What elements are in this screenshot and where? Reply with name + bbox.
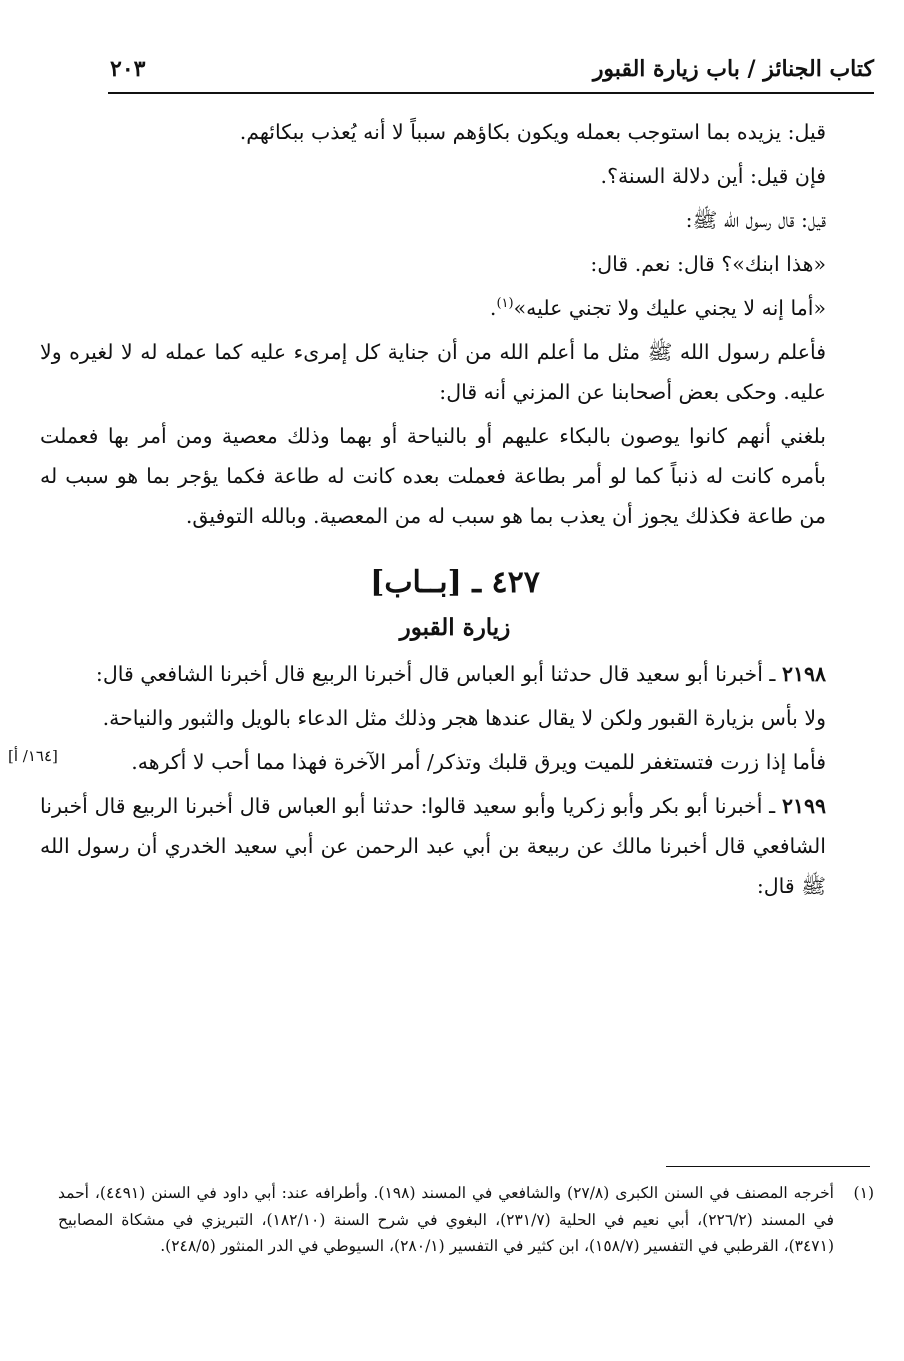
hadith-text: ـ أخبرنا أبو بكر وأبو زكريا وأبو سعيد قالوا: حدثنا أبو العباس قال أخبرنا الربيع قال أخبرنا الشافعي قال أخبرنا مالك عن ربيعة بن أبي عبد الرحمن عن أبي سعيد الخدري أن رسول الله ﷺ قال: — [40, 794, 826, 898]
paragraph: بلغني أنهم كانوا يوصون بالبكاء عليهم أو بالنياحة أو بهما وذلك معصية ومن أمر بها فعملت بأمره كانت له ذنباً كما لو أمر بطاعة فعملت بعده كانت له طاعة فكما يؤجر بما هو سبب له من طاعة فكذلك يجوز أن يعذب بما هو سبب له من المعصية. وبالله التوفيق. — [40, 424, 826, 528]
paragraph: فإن قيل: أين دلالة السنة؟. — [600, 164, 826, 188]
paragraph — [8, 742, 870, 782]
page-header — [108, 52, 874, 94]
paragraph-text: فأما إذا زرت فتستغفر للميت ويرق قلبك وتذكر/ أمر الآخرة فهذا مما أحب لا أكرهه. — [131, 750, 826, 774]
main-text — [8, 112, 870, 910]
margin-note: [١٦٤/ أ] — [8, 747, 58, 765]
footnote-reference: (١) — [496, 296, 514, 312]
paragraph: «هذا ابنك»؟ قال: نعم. قال: — [590, 252, 826, 276]
quoted-hadith: «أما إنه لا يجني عليك ولا تجني عليه» — [513, 296, 826, 320]
paragraph-end: . — [489, 296, 497, 320]
hadith-2199 — [40, 786, 870, 906]
hadith-text: ـ أخبرنا أبو سعيد قال حدثنا أبو العباس قال أخبرنا الربيع قال أخبرنا الشافعي قال: — [95, 662, 782, 686]
hadith-number: ٢١٩٨ — [781, 662, 826, 686]
footnote-text: أخرجه المصنف في السنن الكبرى (٢٧/٨) والشافعي في المسند (١٩٨). وأطرافه عند: أبي داود في السنن (٤٤٩١)، أحمد في المسند (٢٢٦/٢)، أبي نعيم في الحلية (٢٣١/٧)، البغوي في شرح السنة (١٨٢/١٠)، التبريزي في مشكاة المصابيح (٣٤٧١)، القرطبي في التفسير (١٥٨/٧)، ابن كثير في التفسير (٢٨٠/١)، السيوطي في الدر المنثور (٢٤٨/٥). — [58, 1184, 834, 1255]
chapter-title: زيارة القبور — [399, 614, 511, 641]
paragraph: فأعلم رسول الله ﷺ مثل ما أعلم الله من أن جناية كل إمرىء عليه كما عمله له لا لغيره ولا عليه. وحكى بعض أصحابنا عن المزني أنه قال: — [40, 340, 826, 404]
hadith-2198 — [40, 654, 870, 694]
hadith-number: ٢١٩٩ — [781, 794, 826, 818]
page-number: ٢٠٣ — [110, 56, 146, 82]
running-head: كتاب الجنائز / باب زيارة القبور — [592, 56, 874, 82]
paragraph: قيل: يزيده بما استوجب بعمله ويكون بكاؤهم سبباً لا أنه يُعذب ببكائهم. — [239, 120, 826, 144]
paragraph: قيل: قال رسول الله ﷺ: — [685, 208, 826, 232]
chapter-heading: ٤٢٧ ـ [بــاب] — [370, 565, 540, 600]
footnote-marker: (١) — [853, 1184, 874, 1202]
footnote — [58, 1180, 874, 1260]
paragraph — [40, 288, 870, 328]
paragraph: ولا بأس بزيارة القبور ولكن لا يقال عندها هجر وذلك مثل الدعاء بالويل والثبور والنياحة. — [102, 706, 826, 730]
footnote-divider — [666, 1166, 870, 1167]
